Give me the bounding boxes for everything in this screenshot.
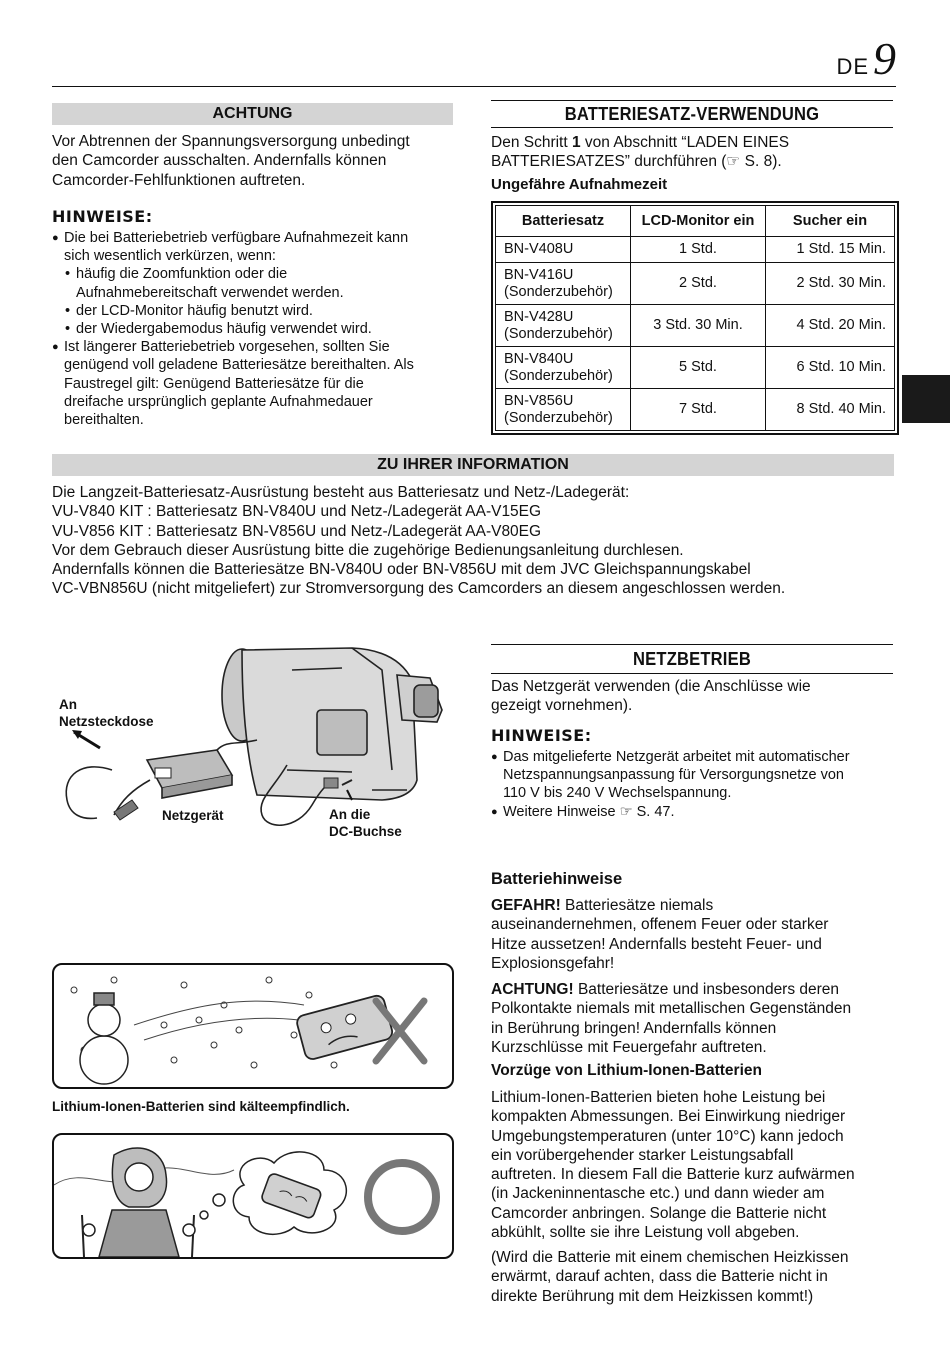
- table-row: BN-V408U 1 Std. 1 Std. 15 Min.: [496, 237, 895, 263]
- netz-text: Das Netzgerät verwenden (die Anschlüsse wie gezeigt vornehmen).: [491, 678, 811, 715]
- vorzuege-title: Vorzüge von Lithium-Ionen-Batterien: [491, 1062, 762, 1079]
- table-row: BN-V416U (Sonderzubehör) 2 Std. 2 Std. 30 Min.: [496, 263, 895, 305]
- hinweise-right-title: HINWEISE:: [491, 726, 592, 745]
- battery-table-frame: [491, 201, 899, 435]
- page-language: DE: [836, 54, 869, 79]
- info-title: ZU IHRER INFORMATION: [52, 454, 894, 476]
- achtung-text: Vor Abtrennen der Spannungsversorgung unbedingt den Camcorder ausschalten. Andernfalls können Camcorder-Fehlfunktionen auftreten.: [52, 133, 410, 189]
- vorzuege-paragraph: Lithium-Ionen-Batterien bieten hohe Leistung bei kompakten Abmessungen. Bei Einwirkung niedriger Umgebungstemperaturen (unter 10°C) kann jedoch ein vorübergehender starker Leistungsabfall auftreten. In diesem Fall die Batterie kurz aufwärmen (in Jackeninnentasche etc.) und dann wieder am Camcorder anbringen. Solange die Batterie nicht abkühlt, sollte sie ihre Leistung voll abgeben.: [491, 1089, 855, 1242]
- achtung-title: ACHTUNG: [52, 103, 453, 125]
- netz-title: NETZBETRIEB: [633, 649, 751, 669]
- label-dc-jack: An die DC-Buchse: [329, 807, 402, 839]
- hinweise-right-list: [491, 748, 911, 821]
- list-item: ● Ist längerer Batteriebetrieb vorgesehen, sollten Sie genügend voll geladene Batteriesätze bereithalten. Als Faustregel gilt: Genügend Batteriesätze für die dreifache ursprünglich geplante Aufnahmedauer bereithalten.: [52, 338, 472, 429]
- batt-notes-title: Batteriehinweise: [491, 870, 623, 888]
- label-adapter: Netzgerät: [162, 808, 224, 823]
- list-item: • der LCD-Monitor häufig benutzt wird.: [52, 302, 472, 320]
- hinweise-left-title: HINWEISE:: [52, 207, 153, 226]
- cold-caption: Lithium-Ionen-Batterien sind kälteempfindlich.: [52, 1099, 350, 1114]
- info-text: Die Langzeit-Batteriesatz-Ausrüstung besteht aus Batteriesatz und Netz-/Ladegerät: VU-V840 KIT : Batteriesatz BN-V840U und Netz-/Ladegerät AA-V15EG VU-V856 KIT : Batteriesatz BN-V856U und Netz-/Ladegerät AA-V80EG Vor dem Gebrauch dieser Ausrüstung bitte die zugehörige Bedienungsanleitung durchlesen. Andernfalls können die Batteriesätze BN-V840U oder BN-V856U mit dem JVC Gleichspannungskabel VC-VBN856U (nicht mitgeliefert) zur Stromversorgung des Camcorders an diesem angeschlossen werden.: [52, 484, 786, 598]
- table-row: BN-V856U (Sonderzubehör) 7 Std. 8 Std. 40 Min.: [496, 389, 895, 431]
- list-item: ● Das mitgelieferte Netzgerät arbeitet mit automatischer Netzspannungsanpassung für Versorgungsnetze von 110 V bis 240 V Wechselspannung.: [491, 748, 911, 803]
- table-header: Batteriesatz: [496, 206, 631, 237]
- page-number: [836, 33, 896, 84]
- table-row: BN-V840U (Sonderzubehör) 5 Std. 6 Std. 10 Min.: [496, 347, 895, 389]
- list-item: ● Die bei Batteriebetrieb verfügbare Aufnahmezeit kann sich wesentlich verkürzen, wenn: • häufig die Zoomfunktion oder die Aufnahmebereitschaft verwendet werden. • der LCD-Monitor häufig benutzt wird. • der Wiedergabemodus häufig verwendet wird.: [52, 229, 472, 338]
- header-rule: [52, 86, 896, 87]
- battery-table: [495, 205, 895, 431]
- hinweise-left-list: [52, 229, 472, 429]
- battery-title: BATTERIESATZ-VERWENDUNG: [564, 104, 820, 124]
- table-header: LCD-Monitor ein: [631, 206, 766, 237]
- list-item: • häufig die Zoomfunktion oder die Aufnahmebereitschaft verwendet werden.: [52, 265, 472, 301]
- battery-subtitle: Ungefähre Aufnahmezeit: [491, 176, 668, 193]
- battery-section-header: [491, 100, 893, 128]
- list-item: ● Weitere Hinweise ☞ S. 47.: [491, 803, 911, 821]
- camcorder-connection-illustration: [52, 640, 472, 850]
- chapter-tab: [902, 375, 950, 423]
- label-outlet: An Netzsteckdose: [59, 697, 154, 729]
- warm-battery-drawing: [54, 1135, 452, 1257]
- gefahr-paragraph: GEFAHR! Batteriesätze niemals auseinandernehmen, offenem Feuer oder starker Hitze aussetzen! Andernfalls besteht Feuer- und Explosionsgefahr!: [491, 897, 829, 972]
- warm-battery-illustration: [52, 1133, 454, 1259]
- page-number-value: 9: [873, 33, 896, 84]
- heizkissen-paragraph: (Wird die Batterie mit einem chemischen Heizkissen erwärmt, darauf achten, dass die Batterie nicht in direkte Berührung mit dem Heizkissen kommt!): [491, 1249, 849, 1305]
- list-item: • der Wiedergabemodus häufig verwendet wird.: [52, 320, 472, 338]
- cold-battery-drawing: [54, 965, 452, 1087]
- table-header: Sucher ein: [766, 206, 895, 237]
- table-row: BN-V428U (Sonderzubehör) 3 Std. 30 Min. 4 Std. 20 Min.: [496, 305, 895, 347]
- netz-section-header: [491, 644, 893, 674]
- battery-intro: Den Schritt 1 von Abschnitt “LADEN EINES BATTERIESATZES” durchführen (☞ S. 8).: [491, 134, 790, 171]
- achtung-paragraph: ACHTUNG! Batteriesätze und insbesonders deren Polkontakte niemals mit metallischen Gegenständen in Berührung bringen! Andernfalls können Kurzschlüsse mit Feuergefahr auftreten.: [491, 981, 852, 1056]
- cold-battery-illustration: [52, 963, 454, 1089]
